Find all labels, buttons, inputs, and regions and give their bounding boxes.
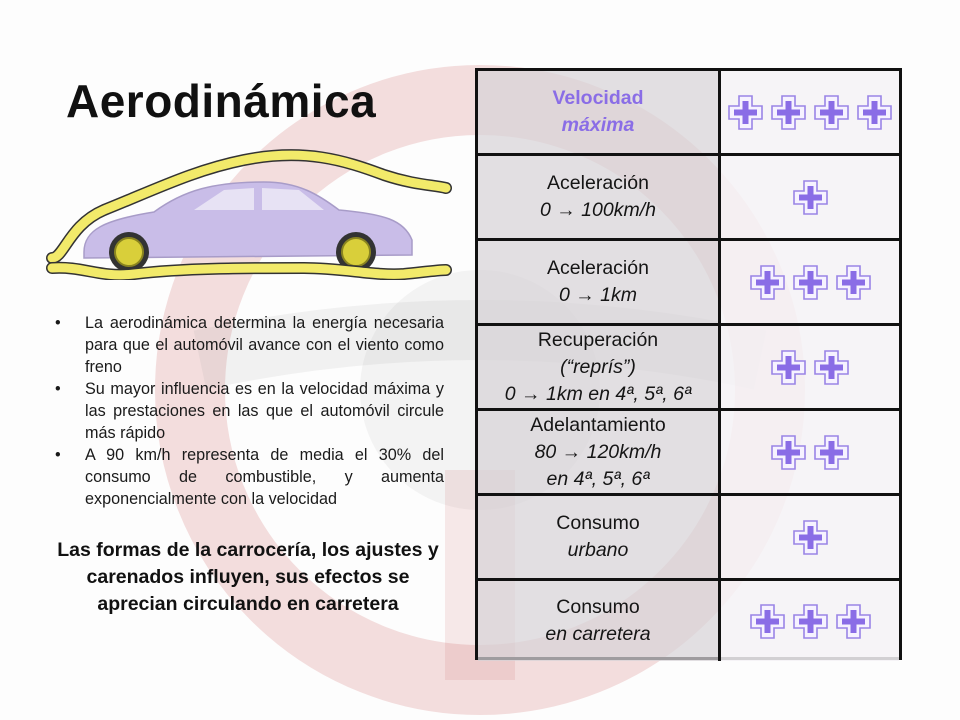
rating-cell — [721, 581, 899, 661]
row-label-cell — [478, 71, 721, 156]
bullet-marker: • — [55, 314, 61, 332]
plus-icon — [813, 434, 850, 471]
row-label: Aceleración — [547, 172, 649, 194]
plus-icon — [770, 94, 807, 131]
row-sublabel: (“reprís”) — [560, 355, 636, 378]
row-sublabel: en 4ª, 5ª, 6ª — [546, 467, 650, 490]
plus-icon — [749, 264, 786, 301]
plus-icon — [813, 349, 850, 386]
rating-cell — [721, 496, 899, 581]
rating-cell — [721, 326, 899, 411]
bullet-list — [52, 312, 444, 510]
plus-icon — [727, 94, 764, 131]
row-sublabel: 80 → 120km/h — [534, 440, 662, 463]
bullet-text: Su mayor influencia es en la velocidad máxima y las prestaciones en las que el automóvil circule más rápido — [85, 380, 444, 442]
row-label: Velocidad — [552, 87, 644, 109]
row-label-cell — [478, 241, 721, 326]
plus-icon — [749, 603, 786, 640]
conclusion-text: Las formas de la carrocería, los ajustes y carenados influyen, sus efectos se aprecian circulando en carretera — [57, 539, 439, 615]
bullet-item — [52, 378, 444, 444]
row-label-cell — [478, 156, 721, 241]
plus-icon — [835, 603, 872, 640]
row-label: Consumo — [556, 596, 640, 618]
plus-icon — [792, 519, 829, 556]
row-sublabel: 0 → 1km en 4ª, 5ª, 6ª — [504, 382, 692, 405]
bullet-marker: • — [55, 380, 61, 398]
row-label: Consumo — [556, 512, 640, 534]
bullet-text: La aerodinámica determina la energía necesaria para que el automóvil avance con el viento como freno — [85, 314, 444, 376]
rating-cell — [721, 411, 899, 496]
car-airflow-illustration-icon — [44, 140, 454, 280]
plus-icon — [835, 264, 872, 301]
plus-icon — [792, 264, 829, 301]
plus-icon — [813, 94, 850, 131]
bullet-item — [52, 444, 444, 510]
row-label-cell — [478, 581, 721, 661]
row-label: Recuperación — [537, 328, 659, 351]
performance-table — [475, 68, 902, 660]
row-sublabel: 0 → 1km — [558, 284, 638, 306]
row-label-cell — [478, 326, 721, 411]
row-sublabel: 0 → 100km/h — [540, 199, 656, 221]
bullet-text: A 90 km/h representa de media el 30% del consumo de combustible, y aumenta exponencialmente con la velocidad — [85, 446, 444, 508]
bullet-item — [52, 312, 444, 378]
rating-cell — [721, 71, 899, 156]
plus-icon — [856, 94, 893, 131]
plus-icon — [770, 434, 807, 471]
rating-cell — [721, 156, 899, 241]
row-label: Adelantamiento — [530, 413, 666, 436]
plus-icon — [792, 179, 829, 216]
bullet-marker: • — [55, 446, 61, 464]
row-sublabel: máxima — [561, 114, 635, 136]
slide-title: Aerodinámica — [66, 75, 377, 127]
row-label-cell — [478, 496, 721, 581]
row-sublabel: urbano — [567, 539, 629, 561]
row-label-cell — [478, 411, 721, 496]
row-sublabel: en carretera — [545, 623, 651, 645]
rating-cell — [721, 241, 899, 326]
plus-icon — [792, 603, 829, 640]
plus-icon — [770, 349, 807, 386]
row-label: Aceleración — [547, 257, 649, 279]
